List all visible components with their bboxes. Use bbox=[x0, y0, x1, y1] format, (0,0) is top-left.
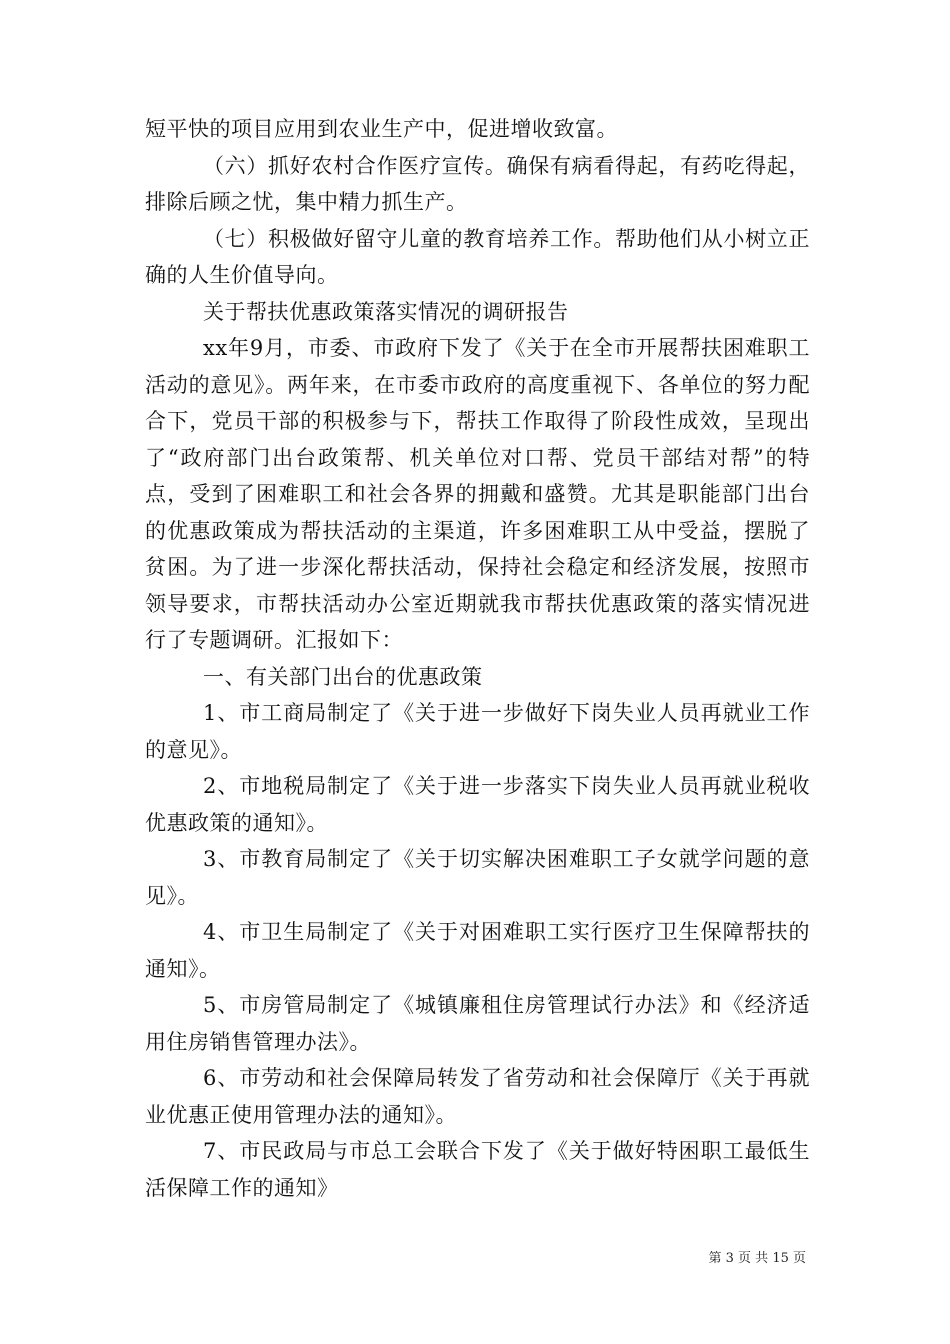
list-item: 5、市房管局制定了《城镇廉租住房管理试行办法》和《经济适用住房销售管理办法》。 bbox=[145, 993, 810, 1054]
list-item: 7、市民政局与市总工会联合下发了《关于做好特困职工最低生活保障工作的通知》 bbox=[145, 1139, 810, 1200]
paragraph: 短平快的项目应用到农业生产中，促进增收致富。 bbox=[145, 117, 618, 141]
page-number: 第 3 页 共 15 页 bbox=[708, 1251, 806, 1266]
list-item: 3、市教育局制定了《关于切实解决困难职工子女就学问题的意见》。 bbox=[145, 847, 810, 908]
paragraph: （六）抓好农村合作医疗宣传。确保有病看得起，有药吃得起，排除后顾之忧，集中精力抓生产。 bbox=[145, 153, 810, 214]
list-item: 1、市工商局制定了《关于进一步做好下岗失业人员再就业工作的意见》。 bbox=[145, 701, 810, 762]
list-item: 6、市劳动和社会保障局转发了省劳动和社会保障厅《关于再就业优惠正使用管理办法的通知》。 bbox=[145, 1066, 810, 1127]
paragraph: （七）积极做好留守儿童的教育培养工作。帮助他们从小树立正确的人生价值导向。 bbox=[145, 226, 810, 287]
document-body bbox=[145, 111, 810, 1206]
list-item: 4、市卫生局制定了《关于对困难职工实行医疗卫生保障帮扶的通知》。 bbox=[145, 920, 810, 981]
section-heading: 一、有关部门出台的优惠政策 bbox=[203, 664, 483, 689]
report-title: 关于帮扶优惠政策落实情况的调研报告 bbox=[203, 299, 569, 324]
paragraph: xx年9月，市委、市政府下发了《关于在全市开展帮扶困难职工活动的意见》。两年来，在市委市政府的高度重视下、各单位的努力配合下，党员干部的积极参与下，帮扶工作取得了阶段性成效，呈现出了“政府部门出台政策帮、机关单位对口帮、党员干部结对帮”的特点，受到了困难职工和社会各界的拥戴和盛赞。尤其是职能部门出台的优惠政策成为帮扶活动的主渠道，许多困难职工从中受益，摆脱了贫困。为了进一步深化帮扶活动，保持社会稳定和经济发展，按照市领导要求，市帮扶活动办公室近期就我市帮扶优惠政策的落实情况进行了专题调研。汇报如下： bbox=[145, 336, 810, 652]
list-item: 2、市地税局制定了《关于进一步落实下岗失业人员再就业税收优惠政策的通知》。 bbox=[145, 774, 810, 835]
